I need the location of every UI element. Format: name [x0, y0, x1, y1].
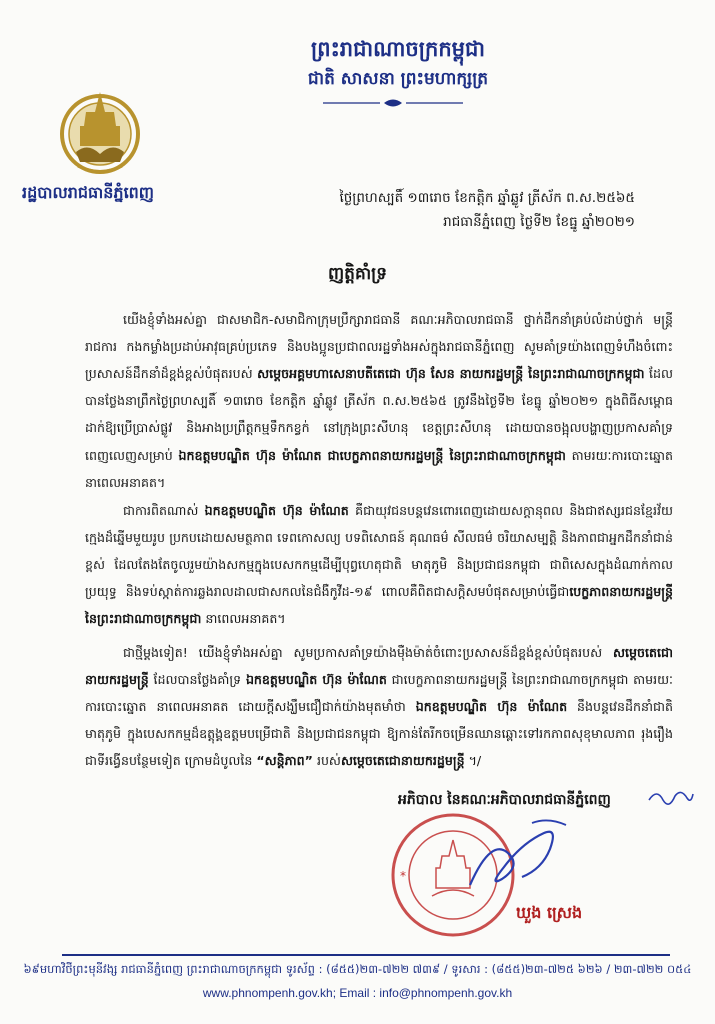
- footer-contact: www.phnompenh.gov.kh; Email : info@phnompenh.gov.kh: [202, 986, 513, 1000]
- paragraph-1: យើងខ្ញុំទាំងអស់គ្នា ជាសមាជិក-សមាជិកាក្រុមប្រឹក្សារាជធានី គណៈអភិបាលរាជធានី ថ្នាក់ដឹកនាំគ្រប់លំដាប់ថ្នាក់ មន្ដ្រីរាជការ កងកម្លាំងប្រដាប់អាវុធគ្រប់ប្រភេទ និងបងប្អូនប្រជាពលរដ្ឋទាំងអស់ក្នុងរាជធានីភ្នំពេញ សូមគាំទ្រយ៉ាងពេញទំហឹងចំពោះប្រសាសន៍ដឹកនាំដ៏ខ្ពង់ខ្ពស់បំផុតរបស់ សម្ដេចអគ្គមហាសេនាបតីតេជោ ហ៊ុន សែន នាយករដ្ឋមន្ដ្រី នៃព្រះរាជាណាចក្រកម្ពុជា ដែលបានថ្លែងនាព្រឹកថ្ងៃព្រហស្បតិ៍ ១៣រោច ខែកត្ដិក ឆ្នាំឆ្លូវ ត្រីស័ក ព.ស.២៥៦៥ ត្រូវនឹងថ្ងៃទី២ ខែធ្នូ ឆ្នាំ២០២១ ក្នុងពិធីសម្ពោធដាក់ឱ្យប្រើប្រាស់ផ្លូវ និងអាងប្រព្រឹត្ដកម្មទឹកកខ្វក់ នៅក្រុងព្រះសីហនុ ខេត្ដព្រះសីហនុ ដោយបានចង្អុលបង្ហាញប្រកាសគាំទ្រពេញលេញសម្រាប់ ឯកឧត្ដមបណ្ឌិត ហ៊ុន ម៉ាណែត ជាបេក្ខភាពនាយករដ្ឋមន្ដ្រី នៃព្រះរាជាណាចក្រកម្ពុជា តាមរយៈការបោះឆ្នោត នាពេលអនាគត។: [85, 311, 673, 490]
- phnom-penh-emblem-icon: [58, 82, 142, 180]
- document-title: ញត្តិគាំទ្រ: [327, 264, 388, 284]
- ornament-divider: [318, 98, 468, 108]
- paragraph-2: ជាការពិតណាស់ ឯកឧត្ដមបណ្ឌិត ហ៊ុន ម៉ាណែត គឺជាយុវជនបន្ដវេនពោរពេញដោយសក្ដានុពល និងជាឥស្សរជនខ្មែរវ័យក្មេងដ៏ឆ្នើមមួយរូប ប្រកបដោយសមត្ថភាព ទេពកោសល្យ បទពិសោធន៍ គុណធម៌ សីលធម៌ ចរិយាសម្បត្ដិ និងភាពជាអ្នកដឹកនាំជាន់ខ្ពស់ ដែលតែងតែចូលរួមយ៉ាងសកម្មក្នុងបេសកកម្មដើម្បីបុព្វហេតុជាតិ មាតុភូមិ និងប្រជាជនកម្ពុជា ជាពិសេសក្នុងដំណាក់កាលប្រយុទ្ធ និងទប់ស្កាត់ការឆ្លងរាលដាលជាសកលនៃជំងឺកូវីដ-១៩ ពោលគឺពិតជាសក្ដិសមបំផុតសម្រាប់ធ្វើជាបេក្ខភាពនាយករដ្ឋមន្ដ្រី នៃព្រះរាជាណាចក្រកម្ពុជា នាពេលអនាគត។: [85, 502, 673, 627]
- department-name: រដ្ឋបាលរាជធានីភ្នំពេញ: [22, 183, 155, 202]
- signatory-role: អភិបាល នៃគណៈអភិបាលរាជធានីភ្នំពេញ: [398, 792, 611, 808]
- solar-date: រាជធានីភ្នំពេញ ថ្ងៃទី២ ខែធ្នូ ឆ្នាំ២០២១: [443, 214, 635, 230]
- lunar-date: ថ្ងៃព្រហស្បតិ៍ ១៣រោច ខែកត្ដិក ឆ្នាំឆ្លូវ ត្រីស័ក ព.ស.២៥៦៥: [339, 190, 635, 206]
- initial-mark-icon: [645, 786, 695, 808]
- kingdom-heading: ព្រះរាជាណាចក្រកម្ពុជា: [310, 37, 485, 61]
- signatory-name: ឃួង ស្រេង: [516, 903, 583, 922]
- svg-text:*: *: [400, 869, 406, 883]
- national-motto: ជាតិ សាសនា ព្រះមហាក្សត្រ: [307, 69, 489, 89]
- handwritten-signature-icon: [462, 815, 572, 900]
- paragraph-3: ជាថ្មីម្ដងទៀត! យើងខ្ញុំទាំងអស់គ្នា សូមប្រកាសគាំទ្រយ៉ាងមុឺងម៉ាត់ចំពោះប្រសាសន៍ដ៏ខ្ពង់ខ្ពស់បំផុតរបស់ សម្ដេចតេជោនាយករដ្ឋមន្ដ្រី ដែលបានថ្លែងគាំទ្រ ឯកឧត្ដមបណ្ឌិត ហ៊ុន ម៉ាណែត ជាបេក្ខភាពនាយករដ្ឋមន្ដ្រី នៃព្រះរាជាណាចក្រកម្ពុជា តាមរយៈការបោះឆ្នោត នាពេលអនាគត ដោយក្ដីសង្ឃឹមជឿជាក់យ៉ាងមុតមាំថា ឯកឧត្ដមបណ្ឌិត ហ៊ុន ម៉ាណែត នឹងបន្ដវេនដឹកនាំជាតិមាតុភូមិ ក្នុងបេសកកម្មដ៏ឧត្ដុង្គឧត្ដមបម្រើជាតិ និងប្រជាជនកម្ពុជា ឱ្យកាន់តែរីកចម្រើនឈានឆ្ពោះទៅរកភាពសុខុមាលភាព រុងរឿងជាទីរង្វើនបន្ថែមទៀត ក្រោមដំបូលនៃ “សន្ដិភាព” របស់សម្ដេចតេជោនាយករដ្ឋមន្ដ្រី ។/: [85, 644, 673, 769]
- footer-divider: [62, 954, 670, 956]
- footer-address: ៦៩មហាវិថីព្រះមុនីវង្ស រាជធានីភ្នំពេញ ព្រះរាជាណាចក្រកម្ពុជា ទូរស័ព្ទ : (៨៥៥)២៣-៧២២ ៧៣៩ / ទូរសារ : (៨៥៥)២៣-៧២៥ ៦២៦ / ២៣-៧២២ ០៥៤: [23, 962, 692, 976]
